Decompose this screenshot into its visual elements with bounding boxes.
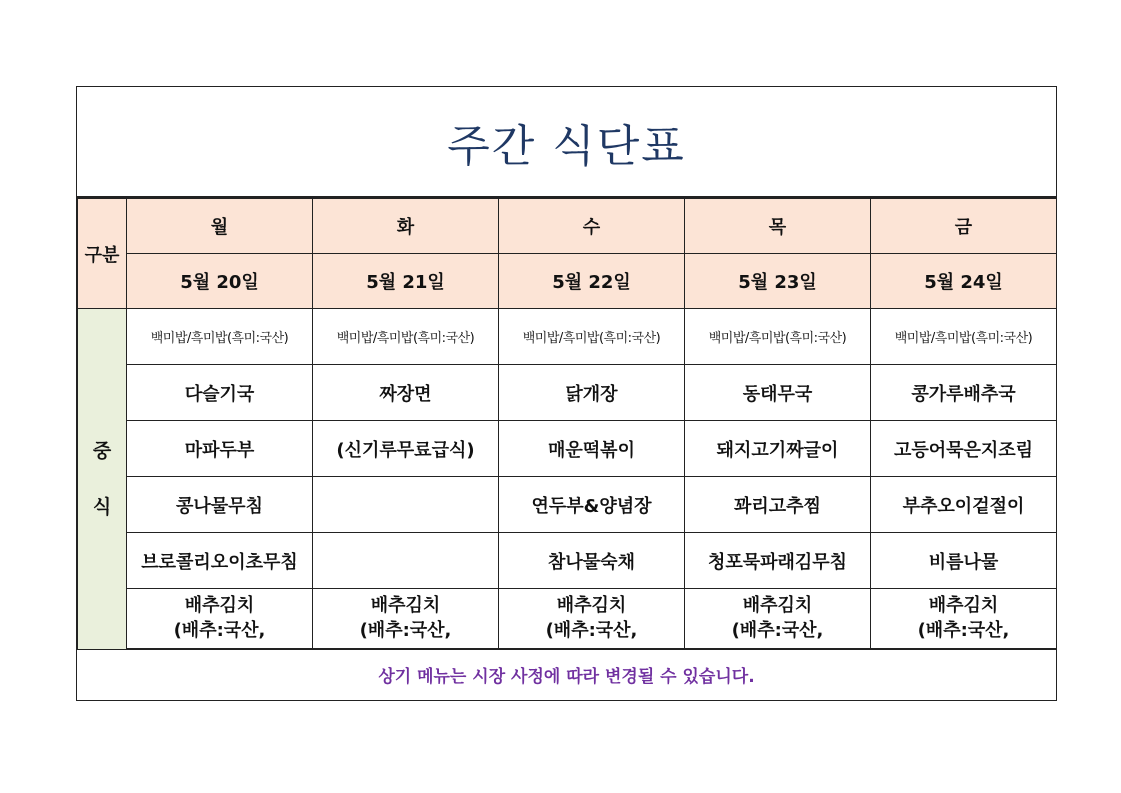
- menu-cell: 브로콜리오이초무침: [127, 533, 313, 589]
- menu-cell: 짜장면: [313, 365, 499, 421]
- menu-cell: 고등어묵은지조림: [871, 421, 1057, 477]
- menu-change-notice: 상기 메뉴는 시장 사정에 따라 변경될 수 있습니다.: [378, 666, 755, 687]
- menu-cell: [313, 533, 499, 589]
- menu-row-side1: [78, 477, 1057, 533]
- menu-cell: 배추김치 (배추:국산,: [685, 589, 871, 650]
- day-header: 수: [499, 199, 685, 254]
- menu-cell: 백미밥/흑미밥(흑미:국산): [871, 309, 1057, 365]
- date-header-row: [78, 254, 1057, 309]
- day-header-row: [78, 199, 1057, 254]
- date-header: 5월 22일: [499, 254, 685, 309]
- section-label-char: 식: [92, 495, 112, 518]
- menu-cell: 닭개장: [499, 365, 685, 421]
- date-header: 5월 21일: [313, 254, 499, 309]
- day-header: 화: [313, 199, 499, 254]
- menu-cell: 배추김치 (배추:국산,: [499, 589, 685, 650]
- day-header: 금: [871, 199, 1057, 254]
- date-header: 5월 20일: [127, 254, 313, 309]
- menu-cell: 콩나물무침: [127, 477, 313, 533]
- menu-row-soup: [78, 365, 1057, 421]
- menu-cell: 백미밥/흑미밥(흑미:국산): [685, 309, 871, 365]
- menu-sheet: [76, 86, 1057, 701]
- date-header: 5월 24일: [871, 254, 1057, 309]
- menu-row-main: [78, 421, 1057, 477]
- menu-cell: 백미밥/흑미밥(흑미:국산): [499, 309, 685, 365]
- title-box: [77, 87, 1056, 198]
- menu-cell: 백미밥/흑미밥(흑미:국산): [127, 309, 313, 365]
- menu-cell: 동태무국: [685, 365, 871, 421]
- menu-cell: 참나물숙채: [499, 533, 685, 589]
- menu-cell: 꽈리고추찜: [685, 477, 871, 533]
- menu-cell: 돼지고기짜글이: [685, 421, 871, 477]
- menu-row-side2: [78, 533, 1057, 589]
- menu-cell: 부추오이겉절이: [871, 477, 1057, 533]
- menu-row-rice: [78, 309, 1057, 365]
- menu-row-kimchi: [78, 589, 1057, 650]
- day-header: 월: [127, 199, 313, 254]
- menu-table: [77, 198, 1057, 650]
- menu-cell: 연두부&양념장: [499, 477, 685, 533]
- menu-cell: 백미밥/흑미밥(흑미:국산): [313, 309, 499, 365]
- menu-cell: 배추김치 (배추:국산,: [871, 589, 1057, 650]
- menu-cell: 배추김치 (배추:국산,: [127, 589, 313, 650]
- menu-cell: (신기루무료급식): [313, 421, 499, 477]
- section-label-lunch: [78, 309, 127, 650]
- menu-cell: 비름나물: [871, 533, 1057, 589]
- section-label-char: 중: [92, 439, 112, 462]
- menu-cell: 콩가루배추국: [871, 365, 1057, 421]
- day-header: 목: [685, 199, 871, 254]
- menu-cell: 다슬기국: [127, 365, 313, 421]
- menu-cell: 매운떡볶이: [499, 421, 685, 477]
- menu-cell: [313, 477, 499, 533]
- menu-cell: 마파두부: [127, 421, 313, 477]
- menu-cell: 배추김치 (배추:국산,: [313, 589, 499, 650]
- page-title: 주간 식단표: [447, 120, 686, 172]
- date-header: 5월 23일: [685, 254, 871, 309]
- menu-cell: 청포묵파래김무침: [685, 533, 871, 589]
- category-label: 구분: [78, 199, 127, 309]
